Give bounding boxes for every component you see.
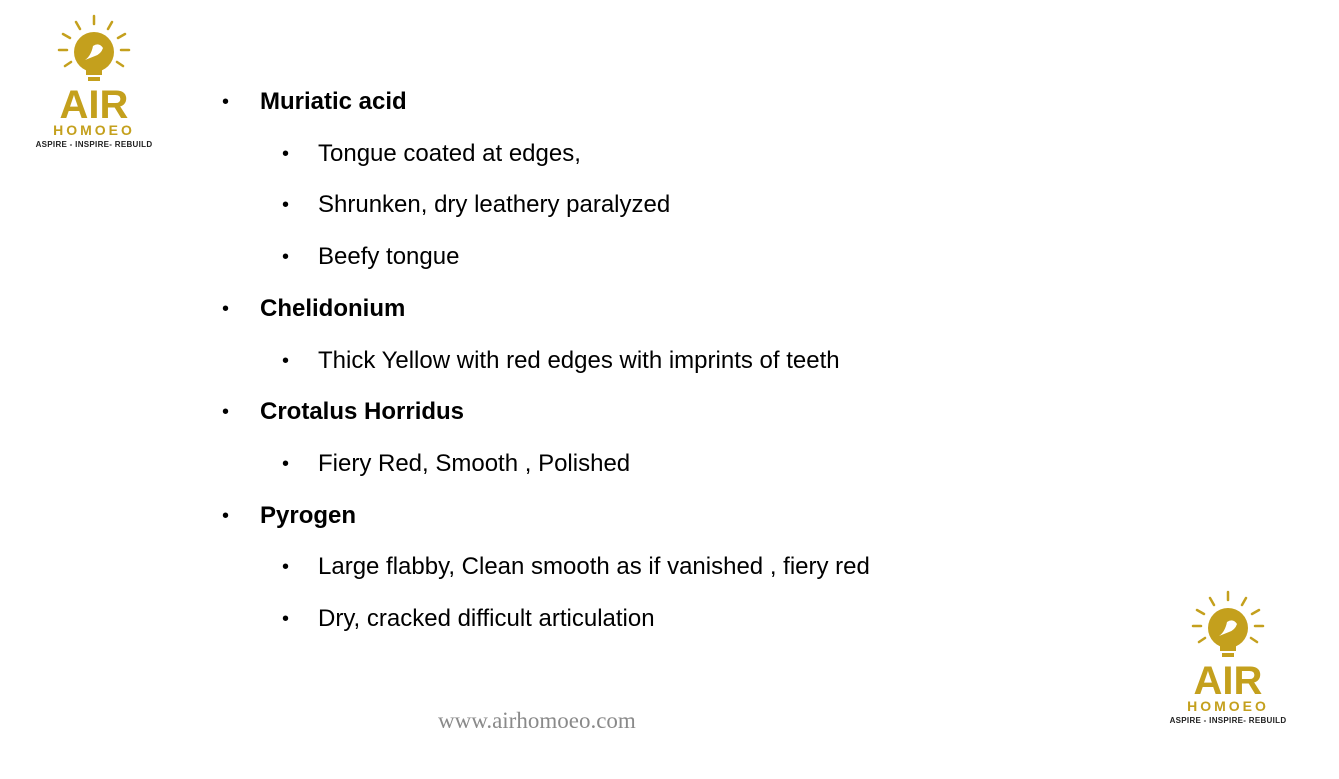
list-item-text: Muriatic acid [260, 88, 407, 115]
logo-wordmark: AIR [1193, 659, 1263, 700]
bullet-icon: • [282, 142, 290, 165]
logo-name: HOMOEO [53, 122, 135, 138]
logo-wordmark: AIR [59, 83, 129, 124]
lightbulb-logo-icon [1183, 590, 1273, 700]
bullet-icon: • [282, 452, 290, 475]
list-item-text: Crotalus Horridus [260, 398, 465, 426]
bullet-icon: • [222, 91, 230, 113]
brand-logo-top-left [24, 14, 164, 149]
logo-tagline: ASPIRE - INSPIRE- REBUILD [1169, 716, 1287, 725]
bullet-icon: • [282, 349, 290, 372]
logo-name: HOMOEO [1187, 698, 1269, 714]
list-item-text: Shrunken, dry leathery paralyzed [318, 191, 671, 219]
list-item-text: Tongue coated at edges, [318, 139, 581, 167]
logo-tagline: ASPIRE - INSPIRE- REBUILD [35, 140, 153, 149]
brand-logo-bottom-right [1158, 590, 1298, 725]
bullet-icon: • [282, 608, 290, 630]
list-item-text: Fiery Red, Smooth , Polished [318, 449, 631, 477]
footer-url: www.airhomoeo.com [438, 708, 636, 733]
bullet-icon: • [222, 504, 230, 527]
bullet-icon: • [222, 297, 230, 320]
list-item-text: Beefy tongue [318, 243, 460, 271]
bullet-icon: • [282, 194, 290, 217]
list-item-text: Pyrogen [260, 501, 357, 529]
list-item-text: Large flabby, Clean smooth as if vanished , fiery red [318, 553, 870, 581]
list-item-text: Dry, cracked difficult articulation [318, 605, 655, 632]
bullet-icon: • [282, 246, 290, 269]
list-item-text: Thick Yellow with red edges with imprints of teeth [318, 346, 840, 374]
list-item-text: Chelidonium [260, 294, 406, 322]
bullet-icon: • [282, 556, 290, 579]
lightbulb-logo-icon [49, 14, 139, 124]
bullet-icon: • [222, 401, 230, 424]
